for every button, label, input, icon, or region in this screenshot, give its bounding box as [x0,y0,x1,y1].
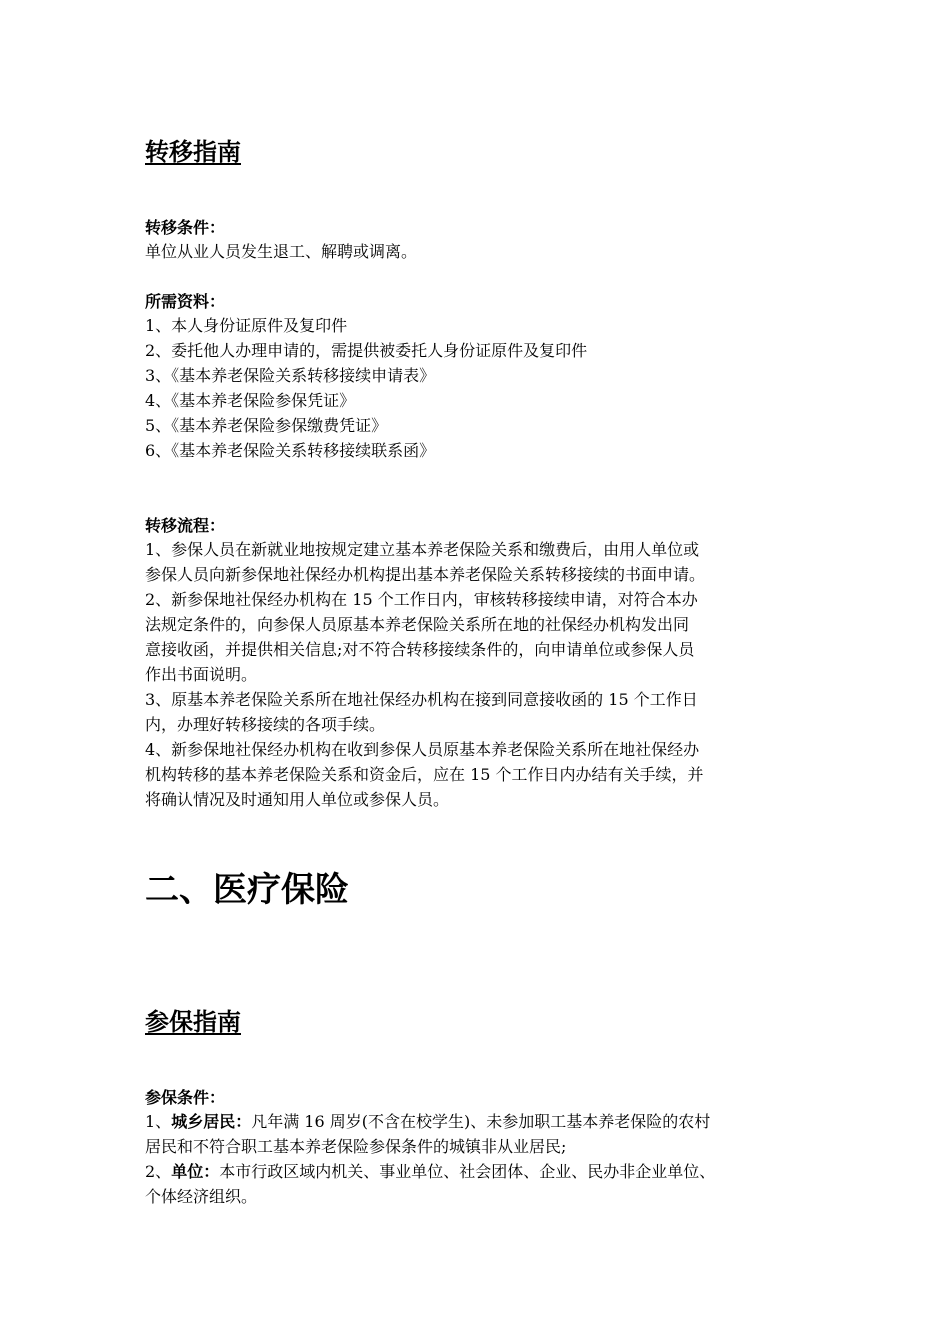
item-term: 单位： [171,1162,220,1181]
process-line: 机构转移的基本养老保险关系和资金后，应在 15 个工作日内办结有关手续，并 [145,765,704,784]
material-item: 2、委托他人办理申请的，需提供被委托人身份证原件及复印件 [145,341,588,360]
process-line: 作出书面说明。 [145,665,258,684]
transfer-process-label: 转移流程： [145,516,226,535]
process-line: 3、原基本养老保险关系所在地社保经办机构在接到同意接收函的 15 个工作日 [145,690,698,709]
enroll-guide-title: 参保指南 [145,1008,241,1036]
material-item: 1、本人身份证原件及复印件 [145,316,348,335]
material-item: 3、《基本养老保险关系转移接续申请表》 [145,366,436,385]
process-line: 内，办理好转移接续的各项手续。 [145,715,386,734]
material-item: 5、《基本养老保险参保缴费凭证》 [145,416,388,435]
material-item: 4、《基本养老保险参保凭证》 [145,391,356,410]
process-line: 参保人员向新参保地社保经办机构提出基本养老保险关系转移接续的书面申请。 [145,565,706,584]
transfer-guide-title: 转移指南 [145,138,241,166]
process-line: 4、新参保地社保经办机构在收到参保人员原基本养老保险关系所在地社保经办 [145,740,700,759]
item-number: 1、 [145,1112,172,1131]
material-item: 6、《基本养老保险关系转移接续联系函》 [145,441,436,460]
materials-label: 所需资料： [145,292,226,311]
item-text: 凡年满 16 周岁(不含在校学生)、未参加职工基本养老保险的农村 [251,1112,711,1131]
item-number: 2、 [145,1162,172,1181]
enroll-condition-item [145,1110,710,1134]
item-term: 城乡居民： [171,1112,252,1131]
enroll-condition-continuation: 个体经济组织。 [145,1187,258,1206]
process-line: 将确认情况及时通知用人单位或参保人员。 [145,790,450,809]
transfer-conditions-label: 转移条件： [145,218,226,237]
transfer-conditions-text: 单位从业人员发生退工、解聘或调离。 [145,242,418,261]
item-text: 本市行政区域内机关、事业单位、社会团体、企业、民办非企业单位、 [219,1162,716,1181]
medical-insurance-heading: 二、医疗保险 [145,870,349,910]
enroll-conditions-label: 参保条件： [145,1088,226,1107]
enroll-condition-continuation: 居民和不符合职工基本养老保险参保条件的城镇非从业居民; [145,1137,567,1156]
enroll-condition-item [145,1160,715,1184]
process-line: 1、参保人员在新就业地按规定建立基本养老保险关系和缴费后，由用人单位或 [145,540,700,559]
process-line: 法规定条件的，向参保人员原基本养老保险关系所在地的社保经办机构发出同 [145,615,690,634]
process-line: 意接收函，并提供相关信息;对不符合转移接续条件的，向申请单位或参保人员 [145,640,695,659]
process-line: 2、新参保地社保经办机构在 15 个工作日内，审核转移接续申请，对符合本办 [145,590,698,609]
